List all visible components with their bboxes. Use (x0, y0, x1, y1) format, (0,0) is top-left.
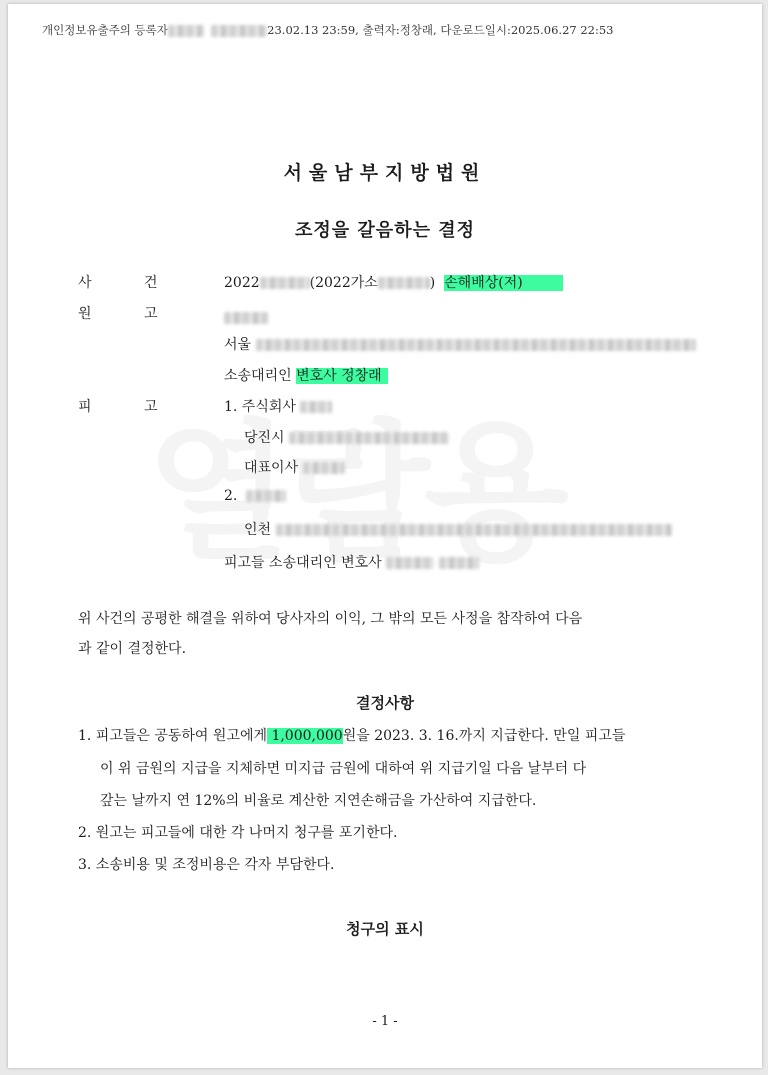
redaction (224, 312, 268, 324)
redaction (378, 277, 430, 289)
plaintiff-agent (224, 365, 388, 385)
redaction (246, 490, 286, 502)
case-mid: (2022가소 (309, 275, 378, 291)
document-title: 조정을 갈음하는 결정 (294, 220, 476, 241)
plaintiff-label: 원 고 (78, 306, 158, 322)
redaction (211, 25, 267, 37)
defendant-1 (224, 396, 332, 416)
plaintiff-address-prefix: 서울 (224, 337, 252, 353)
page-number: - 1 - (372, 1014, 398, 1029)
redaction (300, 401, 332, 413)
plaintiff-name (224, 307, 268, 326)
defendant-1-rep-prefix: 대표이사 (244, 460, 299, 476)
defendant-1-address-prefix: 당진시 (244, 430, 285, 446)
redaction (260, 277, 310, 289)
award-amount: 1,000,000 (267, 728, 343, 744)
defendant-1-prefix: 1. 주식회사 (224, 399, 296, 415)
download-header (42, 22, 614, 38)
redaction (303, 462, 345, 474)
intro-line-2: 과 같이 결정한다. (78, 641, 187, 657)
defendant-2 (224, 488, 286, 504)
decision-item-1-post: 원을 2023. 3. 16.까지 지급한다. 만일 피고들 (342, 728, 626, 744)
decision-item-3: 3. 소송비용 및 조정비용은 각자 부담한다. (78, 857, 335, 873)
decision-heading: 결정사항 (356, 694, 414, 712)
redaction (276, 524, 672, 536)
redaction (439, 557, 479, 569)
decision-item-1 (78, 721, 625, 751)
case-number (224, 272, 563, 292)
defendant-2-prefix: 2. (224, 488, 238, 504)
case-prefix: 2022 (224, 275, 260, 291)
claim-heading: 청구의 표시 (346, 920, 424, 938)
decision-item-1-line-3: 갚는 날까지 연 12%의 비율로 계산한 지연손해금을 가산하여 지급한다. (100, 793, 537, 809)
redaction (256, 339, 696, 351)
plaintiff-agent-name: 변호사 정창래 (296, 368, 388, 384)
document-page (8, 4, 762, 1068)
plaintiff-agent-prefix: 소송대리인 (224, 368, 297, 384)
decision-item-1-pre: 1. 피고들은 공동하여 원고에게 (78, 728, 267, 744)
defendant-2-address (244, 519, 672, 539)
decision-item-2: 2. 원고는 피고들에 대한 각 나머지 청구를 포기한다. (78, 825, 398, 841)
case-close: ) (429, 275, 436, 291)
defendant-1-representative (244, 457, 345, 477)
defendant-2-address-prefix: 인천 (244, 522, 272, 538)
header-suffix: 23.02.13 23:59, 출력자:정창래, 다운로드일시:2025.06.27 22:53 (267, 23, 614, 37)
plaintiff-address (224, 334, 696, 354)
case-name: 손해배상(저) (444, 275, 563, 291)
header-prefix: 개인정보유출주의 등록자 (42, 23, 168, 37)
case-label: 사 건 (78, 275, 158, 291)
intro-line-1: 위 사건의 공평한 해결을 위하여 당사자의 이익, 그 밖의 모든 사정을 참작하여 다음 (78, 611, 583, 627)
decision-item-1-line-2: 이 위 금원의 지급을 지체하면 미지급 금원에 대하여 위 지급기일 다음 날부터 다 (100, 761, 587, 777)
redaction (289, 432, 449, 444)
defendant-1-address (244, 427, 449, 447)
redaction (386, 557, 434, 569)
court-name: 서울남부지방법원 (283, 162, 487, 184)
redaction (168, 25, 204, 37)
defendant-label: 피 고 (78, 399, 158, 415)
defendants-agent-label: 피고들 소송대리인 변호사 (224, 555, 382, 571)
defendants-agent (224, 552, 479, 572)
